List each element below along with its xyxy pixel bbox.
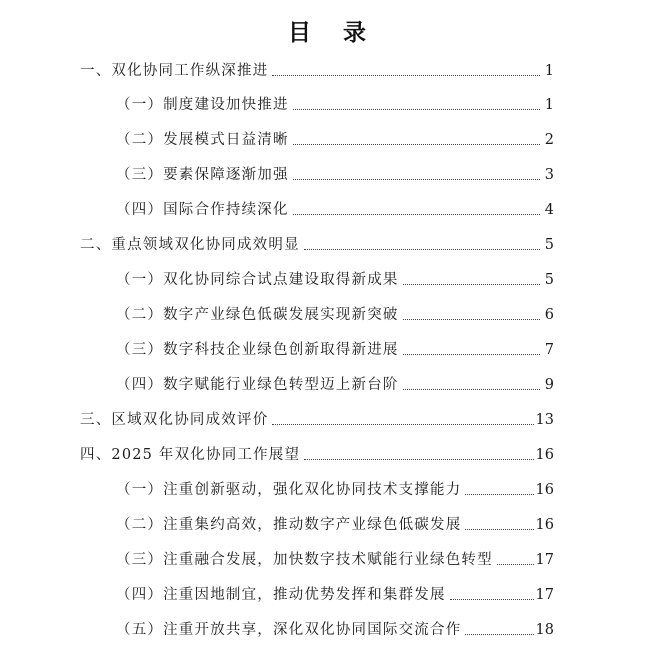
- toc-entry-page: 7: [544, 342, 554, 358]
- dot-leader: [304, 248, 540, 250]
- toc-entry[interactable]: [116, 580, 554, 604]
- dot-leader: [465, 493, 533, 495]
- dot-leader: [403, 318, 540, 320]
- toc-entry-page: 9: [544, 377, 554, 393]
- toc-entry-title: （四）数字赋能行业绿色转型迈上新台阶: [116, 377, 399, 393]
- toc-entry[interactable]: [80, 440, 554, 464]
- dot-leader: [272, 74, 540, 76]
- dot-leader: [293, 143, 540, 145]
- toc-entry-page: 3: [544, 167, 554, 183]
- toc-entry-title: （三）数字科技企业绿色创新取得新进展: [116, 342, 399, 358]
- dot-leader: [304, 458, 533, 460]
- page-title: 目 录: [287, 19, 378, 46]
- toc-entry-title: （一）制度建设加快推进: [116, 97, 289, 113]
- toc-entry[interactable]: [116, 475, 554, 499]
- toc-entry-page: 13: [535, 412, 554, 428]
- dot-leader: [450, 598, 534, 600]
- toc-entry-page: 17: [535, 587, 554, 603]
- toc-entry[interactable]: [116, 510, 554, 534]
- toc-entry[interactable]: [116, 615, 554, 639]
- toc-entry-title: 四、2025 年双化协同工作展望: [80, 447, 301, 463]
- toc-entry-page: 16: [535, 447, 554, 463]
- toc-entry[interactable]: [116, 195, 554, 219]
- toc-entry-page: 1: [544, 97, 554, 113]
- toc-entry[interactable]: [116, 160, 554, 184]
- toc-entry-page: 16: [535, 517, 554, 533]
- toc-entry[interactable]: [116, 90, 554, 114]
- toc-entry-title: （二）数字产业绿色低碳发展实现新突破: [116, 307, 399, 323]
- toc-entry-title: （一）注重创新驱动，强化双化协同技术支撑能力: [116, 482, 462, 498]
- dot-leader: [403, 353, 540, 355]
- dot-leader: [293, 108, 540, 110]
- toc-entry[interactable]: [116, 125, 554, 149]
- toc-entry-page: 5: [544, 237, 554, 253]
- toc-entry-title: 三、区域双化协同成效评价: [80, 412, 269, 428]
- dot-leader: [293, 213, 540, 215]
- toc-entry-title: 二、重点领域双化协同成效明显: [80, 237, 300, 253]
- toc-entry[interactable]: [116, 370, 554, 394]
- toc-entry-title: （五）注重开放共享，深化双化协同国际交流合作: [116, 622, 462, 638]
- toc-entry-title: （一）双化协同综合试点建设取得新成果: [116, 272, 399, 288]
- dot-leader: [293, 178, 540, 180]
- toc-entry[interactable]: [116, 545, 554, 569]
- toc-entry-page: 17: [535, 552, 554, 568]
- toc-entry-page: 4: [544, 202, 554, 218]
- toc-entry-page: 16: [535, 482, 554, 498]
- toc-entry-title: （二）发展模式日益清晰: [116, 132, 289, 148]
- dot-leader: [497, 563, 534, 565]
- toc-entry[interactable]: [116, 300, 554, 324]
- dot-leader: [465, 633, 533, 635]
- dot-leader: [403, 283, 540, 285]
- toc-entry-page: 6: [544, 307, 554, 323]
- toc-entry-title: （四）国际合作持续深化: [116, 202, 289, 218]
- toc-entry-title: （四）注重因地制宜，推动优势发挥和集群发展: [116, 587, 446, 603]
- toc-entry-title: 一、双化协同工作纵深推进: [80, 63, 269, 79]
- toc-entry[interactable]: [80, 230, 554, 254]
- toc-entry-page: 18: [535, 622, 554, 638]
- toc-entry-page: 2: [544, 132, 554, 148]
- toc-entry-page: 1: [544, 63, 554, 79]
- toc-entry-title: （二）注重集约高效，推动数字产业绿色低碳发展: [116, 517, 462, 533]
- toc-entry-title: （三）要素保障逐渐加强: [116, 167, 289, 183]
- toc-entry[interactable]: [80, 56, 554, 80]
- toc-entry[interactable]: [116, 335, 554, 359]
- toc-entry-title: （三）注重融合发展，加快数字技术赋能行业绿色转型: [116, 552, 493, 568]
- dot-leader: [403, 388, 540, 390]
- dot-leader: [272, 423, 533, 425]
- toc-entry-page: 5: [544, 272, 554, 288]
- toc-entry[interactable]: [80, 405, 554, 429]
- dot-leader: [465, 528, 533, 530]
- toc-entry[interactable]: [116, 265, 554, 289]
